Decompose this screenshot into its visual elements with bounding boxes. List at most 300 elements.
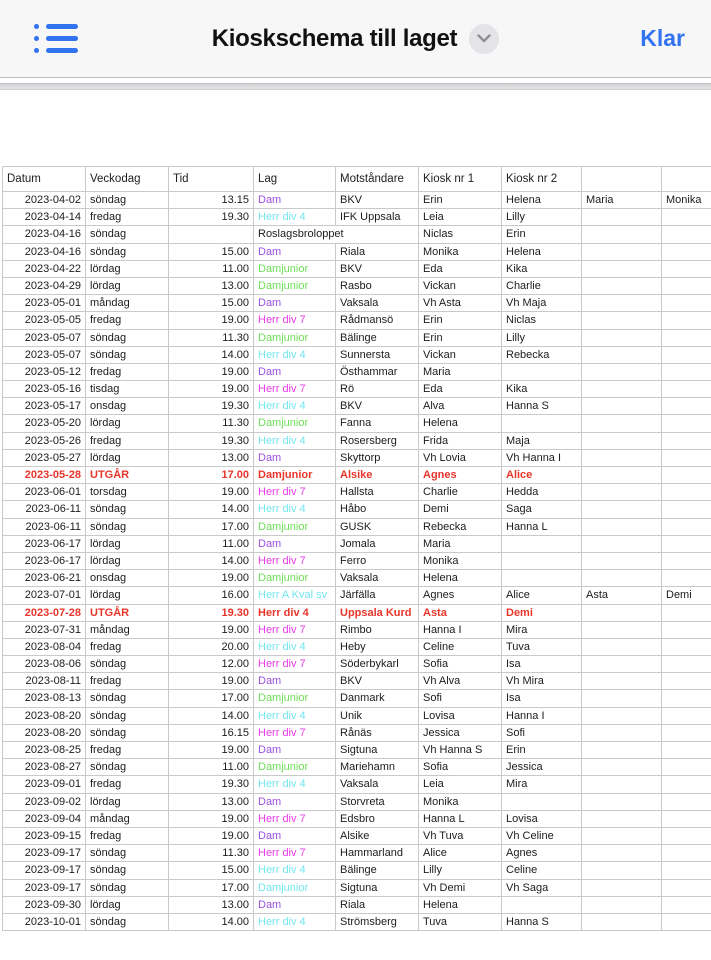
table-cell[interactable]: 14.00	[169, 347, 254, 364]
table-cell[interactable]	[582, 347, 662, 364]
table-cell[interactable]: Eda	[419, 381, 502, 398]
table-cell[interactable]: 2023-05-07	[3, 330, 86, 347]
table-cell[interactable]: Herr A Kval sv	[254, 587, 336, 604]
table-cell[interactable]: Vh Celine	[502, 828, 582, 845]
table-cell[interactable]	[662, 398, 711, 415]
table-cell[interactable]: UTGÅR	[86, 605, 169, 622]
table-cell[interactable]: 2023-08-25	[3, 742, 86, 759]
table-cell[interactable]	[662, 759, 711, 776]
table-cell[interactable]: 19.00	[169, 742, 254, 759]
table-cell[interactable]: 17.00	[169, 690, 254, 707]
table-cell[interactable]: 2023-09-30	[3, 897, 86, 914]
table-cell[interactable]: söndag	[86, 759, 169, 776]
table-cell[interactable]	[582, 484, 662, 501]
table-cell[interactable]	[502, 364, 582, 381]
column-header[interactable]: Kiosk nr 1	[419, 167, 502, 192]
table-cell[interactable]: Hammarland	[336, 845, 419, 862]
table-cell[interactable]: Riala	[336, 244, 419, 261]
table-cell[interactable]	[582, 845, 662, 862]
table-cell[interactable]: fredag	[86, 828, 169, 845]
table-cell[interactable]	[662, 536, 711, 553]
table-cell[interactable]: 2023-08-04	[3, 639, 86, 656]
table-cell[interactable]: Herr div 4	[254, 914, 336, 931]
table-cell[interactable]: Lovisa	[502, 811, 582, 828]
table-cell[interactable]: 2023-05-12	[3, 364, 86, 381]
table-cell[interactable]	[582, 467, 662, 484]
table-cell[interactable]: Charlie	[419, 484, 502, 501]
table-cell[interactable]	[662, 673, 711, 690]
table-cell[interactable]: Unik	[336, 708, 419, 725]
table-cell[interactable]: Herr div 4	[254, 776, 336, 793]
table-cell[interactable]: 2023-06-17	[3, 553, 86, 570]
table-cell[interactable]: Herr div 4	[254, 347, 336, 364]
table-cell[interactable]: 2023-04-02	[3, 192, 86, 209]
table-cell[interactable]	[582, 295, 662, 312]
table-cell[interactable]: söndag	[86, 708, 169, 725]
table-cell[interactable]: Roslagsbroloppet	[254, 226, 419, 243]
table-cell[interactable]: GUSK	[336, 519, 419, 536]
table-cell[interactable]: Herr div 7	[254, 484, 336, 501]
table-cell[interactable]: Monika	[419, 794, 502, 811]
table-cell[interactable]: 2023-07-31	[3, 622, 86, 639]
table-cell[interactable]: Järfälla	[336, 587, 419, 604]
table-cell[interactable]: Östhammar	[336, 364, 419, 381]
table-cell[interactable]	[662, 794, 711, 811]
table-cell[interactable]: Helena	[419, 897, 502, 914]
table-cell[interactable]	[582, 776, 662, 793]
table-cell[interactable]: 2023-06-11	[3, 501, 86, 518]
table-cell[interactable]: 2023-05-27	[3, 450, 86, 467]
table-cell[interactable]: 2023-04-14	[3, 209, 86, 226]
table-cell[interactable]: 19.00	[169, 364, 254, 381]
table-cell[interactable]	[582, 226, 662, 243]
table-cell[interactable]	[662, 708, 711, 725]
table-cell[interactable]: Kika	[502, 381, 582, 398]
table-cell[interactable]: Rebecka	[502, 347, 582, 364]
table-cell[interactable]: Heby	[336, 639, 419, 656]
table-cell[interactable]: 15.00	[169, 244, 254, 261]
table-cell[interactable]: Erin	[419, 330, 502, 347]
document-title[interactable]: Kioskschema till laget	[211, 24, 458, 52]
table-cell[interactable]: Damjunior	[254, 690, 336, 707]
table-cell[interactable]: Erin	[419, 192, 502, 209]
table-cell[interactable]	[582, 673, 662, 690]
table-cell[interactable]	[502, 553, 582, 570]
table-cell[interactable]: Leia	[419, 776, 502, 793]
table-cell[interactable]	[662, 347, 711, 364]
table-cell[interactable]	[582, 519, 662, 536]
table-cell[interactable]: 19.00	[169, 484, 254, 501]
table-cell[interactable]: söndag	[86, 501, 169, 518]
table-cell[interactable]: Hallsta	[336, 484, 419, 501]
table-cell[interactable]	[662, 467, 711, 484]
table-cell[interactable]: 13.15	[169, 192, 254, 209]
table-cell[interactable]: söndag	[86, 862, 169, 879]
table-cell[interactable]: 2023-09-02	[3, 794, 86, 811]
table-cell[interactable]: Lilly	[502, 330, 582, 347]
table-cell[interactable]: Sigtuna	[336, 880, 419, 897]
table-cell[interactable]: Ferro	[336, 553, 419, 570]
table-cell[interactable]: Tuva	[419, 914, 502, 931]
table-cell[interactable]	[662, 742, 711, 759]
table-cell[interactable]: Herr div 4	[254, 398, 336, 415]
table-cell[interactable]: Vh Saga	[502, 880, 582, 897]
table-cell[interactable]: Agnes	[502, 845, 582, 862]
table-cell[interactable]: 15.00	[169, 862, 254, 879]
table-cell[interactable]	[662, 725, 711, 742]
table-cell[interactable]: Herr div 4	[254, 209, 336, 226]
table-cell[interactable]	[502, 794, 582, 811]
table-cell[interactable]: Celine	[419, 639, 502, 656]
table-cell[interactable]: Charlie	[502, 278, 582, 295]
table-cell[interactable]: 2023-04-16	[3, 226, 86, 243]
table-cell[interactable]: 2023-08-27	[3, 759, 86, 776]
table-cell[interactable]: Fanna	[336, 415, 419, 432]
table-cell[interactable]: Helena	[502, 192, 582, 209]
table-cell[interactable]: Helena	[419, 570, 502, 587]
table-cell[interactable]: Asta	[419, 605, 502, 622]
table-cell[interactable]: Demi	[502, 605, 582, 622]
table-cell[interactable]	[582, 656, 662, 673]
table-cell[interactable]: Vh Mira	[502, 673, 582, 690]
table-cell[interactable]	[582, 880, 662, 897]
table-cell[interactable]: Damjunior	[254, 278, 336, 295]
table-cell[interactable]: 17.00	[169, 880, 254, 897]
table-cell[interactable]: Vh Asta	[419, 295, 502, 312]
table-cell[interactable]	[582, 433, 662, 450]
table-cell[interactable]: Herr div 4	[254, 708, 336, 725]
table-cell[interactable]: Damjunior	[254, 415, 336, 432]
table-cell[interactable]: Hanna S	[502, 914, 582, 931]
table-cell[interactable]	[662, 553, 711, 570]
table-cell[interactable]: BKV	[336, 398, 419, 415]
table-cell[interactable]: lördag	[86, 415, 169, 432]
table-cell[interactable]	[662, 570, 711, 587]
table-cell[interactable]: Vh Hanna I	[502, 450, 582, 467]
table-cell[interactable]: lördag	[86, 897, 169, 914]
table-cell[interactable]: 2023-09-17	[3, 845, 86, 862]
table-cell[interactable]: 2023-08-20	[3, 725, 86, 742]
table-cell[interactable]	[662, 312, 711, 329]
table-cell[interactable]: 2023-05-20	[3, 415, 86, 432]
table-cell[interactable]: Herr div 7	[254, 725, 336, 742]
table-cell[interactable]	[662, 433, 711, 450]
table-cell[interactable]: Herr div 7	[254, 656, 336, 673]
table-cell[interactable]: Bälinge	[336, 862, 419, 879]
table-cell[interactable]: 19.30	[169, 209, 254, 226]
table-cell[interactable]: Erin	[419, 312, 502, 329]
table-cell[interactable]: 2023-09-15	[3, 828, 86, 845]
table-cell[interactable]	[662, 209, 711, 226]
table-cell[interactable]	[582, 278, 662, 295]
table-cell[interactable]: Jomala	[336, 536, 419, 553]
table-cell[interactable]: Sofia	[419, 759, 502, 776]
table-cell[interactable]: 19.00	[169, 811, 254, 828]
column-header[interactable]: Datum	[3, 167, 86, 192]
table-cell[interactable]	[582, 742, 662, 759]
table-cell[interactable]: onsdag	[86, 570, 169, 587]
table-cell[interactable]: 11.30	[169, 415, 254, 432]
table-cell[interactable]: 2023-05-28	[3, 467, 86, 484]
table-cell[interactable]	[662, 862, 711, 879]
table-cell[interactable]: Jessica	[419, 725, 502, 742]
table-cell[interactable]: Celine	[502, 862, 582, 879]
table-cell[interactable]: Rosersberg	[336, 433, 419, 450]
title-dropdown-button[interactable]	[469, 24, 499, 54]
table-cell[interactable]	[662, 656, 711, 673]
table-cell[interactable]: 19.30	[169, 776, 254, 793]
table-cell[interactable]: Danmark	[336, 690, 419, 707]
table-cell[interactable]: Sunnersta	[336, 347, 419, 364]
table-cell[interactable]: 19.00	[169, 828, 254, 845]
table-cell[interactable]: söndag	[86, 192, 169, 209]
table-cell[interactable]: fredag	[86, 673, 169, 690]
table-cell[interactable]: 20.00	[169, 639, 254, 656]
table-cell[interactable]: 14.00	[169, 914, 254, 931]
table-cell[interactable]	[582, 914, 662, 931]
table-cell[interactable]	[662, 897, 711, 914]
table-cell[interactable]: 19.00	[169, 312, 254, 329]
table-cell[interactable]: Sofi	[502, 725, 582, 742]
table-cell[interactable]: 12.00	[169, 656, 254, 673]
table-cell[interactable]	[582, 415, 662, 432]
table-cell[interactable]: Mira	[502, 622, 582, 639]
table-cell[interactable]: Niclas	[419, 226, 502, 243]
table-cell[interactable]: Damjunior	[254, 880, 336, 897]
table-cell[interactable]: Dam	[254, 742, 336, 759]
table-cell[interactable]: lördag	[86, 587, 169, 604]
table-cell[interactable]	[582, 536, 662, 553]
table-cell[interactable]: Strömsberg	[336, 914, 419, 931]
bullet-list-icon[interactable]	[34, 19, 78, 59]
table-cell[interactable]: Maria	[582, 192, 662, 209]
table-cell[interactable]	[582, 622, 662, 639]
table-cell[interactable]: 2023-09-17	[3, 880, 86, 897]
table-cell[interactable]: Vh Lovia	[419, 450, 502, 467]
table-cell[interactable]: 2023-08-13	[3, 690, 86, 707]
table-cell[interactable]: 2023-07-28	[3, 605, 86, 622]
table-cell[interactable]: Demi	[419, 501, 502, 518]
table-cell[interactable]: 2023-05-17	[3, 398, 86, 415]
table-cell[interactable]: Rebecka	[419, 519, 502, 536]
table-cell[interactable]	[502, 536, 582, 553]
table-cell[interactable]: Damjunior	[254, 467, 336, 484]
table-cell[interactable]: 13.00	[169, 897, 254, 914]
table-cell[interactable]: 2023-07-01	[3, 587, 86, 604]
table-cell[interactable]: Maja	[502, 433, 582, 450]
table-cell[interactable]	[582, 828, 662, 845]
table-cell[interactable]: Herr div 4	[254, 862, 336, 879]
table-cell[interactable]: tisdag	[86, 381, 169, 398]
table-cell[interactable]	[662, 501, 711, 518]
table-cell[interactable]: Isa	[502, 656, 582, 673]
table-cell[interactable]: söndag	[86, 244, 169, 261]
table-cell[interactable]: Demi	[662, 587, 711, 604]
table-cell[interactable]	[582, 398, 662, 415]
table-cell[interactable]	[662, 295, 711, 312]
table-cell[interactable]	[582, 209, 662, 226]
table-cell[interactable]: Dam	[254, 828, 336, 845]
table-cell[interactable]: måndag	[86, 295, 169, 312]
table-cell[interactable]: 19.00	[169, 673, 254, 690]
table-cell[interactable]: Erin	[502, 226, 582, 243]
table-cell[interactable]	[582, 450, 662, 467]
table-cell[interactable]	[662, 845, 711, 862]
table-cell[interactable]: söndag	[86, 880, 169, 897]
table-cell[interactable]: fredag	[86, 639, 169, 656]
table-cell[interactable]: fredag	[86, 742, 169, 759]
table-cell[interactable]: lördag	[86, 261, 169, 278]
table-cell[interactable]: lördag	[86, 553, 169, 570]
table-cell[interactable]: Vaksala	[336, 776, 419, 793]
table-cell[interactable]: 13.00	[169, 278, 254, 295]
table-cell[interactable]	[502, 897, 582, 914]
table-cell[interactable]: fredag	[86, 433, 169, 450]
table-cell[interactable]: 19.00	[169, 622, 254, 639]
table-cell[interactable]	[582, 501, 662, 518]
table-cell[interactable]: Rasbo	[336, 278, 419, 295]
table-cell[interactable]: Vh Alva	[419, 673, 502, 690]
table-cell[interactable]: Agnes	[419, 467, 502, 484]
table-cell[interactable]: Alice	[502, 587, 582, 604]
table-cell[interactable]: 2023-06-17	[3, 536, 86, 553]
table-cell[interactable]: 2023-04-29	[3, 278, 86, 295]
table-cell[interactable]: 2023-05-01	[3, 295, 86, 312]
done-button[interactable]: Klar	[640, 25, 685, 51]
table-cell[interactable]: 19.30	[169, 398, 254, 415]
table-cell[interactable]	[582, 794, 662, 811]
table-cell[interactable]: Rånäs	[336, 725, 419, 742]
table-cell[interactable]: Dam	[254, 794, 336, 811]
column-header[interactable]: Motståndare	[336, 167, 419, 192]
table-cell[interactable]: lördag	[86, 794, 169, 811]
table-cell[interactable]: Vickan	[419, 347, 502, 364]
table-cell[interactable]	[582, 381, 662, 398]
table-cell[interactable]: Mariehamn	[336, 759, 419, 776]
table-cell[interactable]	[582, 244, 662, 261]
table-cell[interactable]: Herr div 4	[254, 501, 336, 518]
column-header[interactable]: Veckodag	[86, 167, 169, 192]
table-cell[interactable]: Herr div 7	[254, 312, 336, 329]
table-cell[interactable]: Dam	[254, 450, 336, 467]
table-cell[interactable]	[662, 484, 711, 501]
table-cell[interactable]: 15.00	[169, 295, 254, 312]
table-cell[interactable]	[662, 450, 711, 467]
table-cell[interactable]: Herr div 4	[254, 639, 336, 656]
table-cell[interactable]: 2023-05-26	[3, 433, 86, 450]
table-cell[interactable]	[662, 278, 711, 295]
table-cell[interactable]: Monika	[419, 244, 502, 261]
table-cell[interactable]: 17.00	[169, 519, 254, 536]
table-cell[interactable]	[662, 776, 711, 793]
table-cell[interactable]: söndag	[86, 330, 169, 347]
table-cell[interactable]	[662, 415, 711, 432]
table-cell[interactable]: Rö	[336, 381, 419, 398]
table-cell[interactable]: 2023-09-04	[3, 811, 86, 828]
table-cell[interactable]: 17.00	[169, 467, 254, 484]
table-cell[interactable]: Frida	[419, 433, 502, 450]
table-cell[interactable]	[582, 708, 662, 725]
table-cell[interactable]: 2023-05-16	[3, 381, 86, 398]
table-cell[interactable]: Leia	[419, 209, 502, 226]
table-cell[interactable]	[582, 639, 662, 656]
table-cell[interactable]: 2023-04-16	[3, 244, 86, 261]
table-cell[interactable]: 11.00	[169, 759, 254, 776]
table-cell[interactable]: Dam	[254, 897, 336, 914]
table-cell[interactable]: 19.00	[169, 570, 254, 587]
table-cell[interactable]: Vaksala	[336, 295, 419, 312]
table-cell[interactable]: Dam	[254, 364, 336, 381]
table-cell[interactable]: Vh Hanna S	[419, 742, 502, 759]
table-cell[interactable]: 2023-08-20	[3, 708, 86, 725]
table-cell[interactable]: lördag	[86, 536, 169, 553]
table-cell[interactable]: Agnes	[419, 587, 502, 604]
table-cell[interactable]: Herr div 7	[254, 622, 336, 639]
table-cell[interactable]: Helena	[502, 244, 582, 261]
table-cell[interactable]	[662, 261, 711, 278]
table-cell[interactable]: söndag	[86, 226, 169, 243]
table-cell[interactable]: lördag	[86, 278, 169, 295]
table-cell[interactable]: söndag	[86, 845, 169, 862]
table-cell[interactable]: söndag	[86, 519, 169, 536]
table-cell[interactable]	[662, 828, 711, 845]
table-cell[interactable]: Herr div 7	[254, 811, 336, 828]
table-cell[interactable]: 14.00	[169, 501, 254, 518]
table-cell[interactable]	[582, 897, 662, 914]
table-cell[interactable]: Maria	[419, 364, 502, 381]
table-cell[interactable]: Hanna I	[502, 708, 582, 725]
table-cell[interactable]: 13.00	[169, 794, 254, 811]
table-cell[interactable]: 14.00	[169, 708, 254, 725]
table-cell[interactable]: 2023-05-07	[3, 347, 86, 364]
table-cell[interactable]: Alva	[419, 398, 502, 415]
column-header[interactable]: Lag	[254, 167, 336, 192]
table-cell[interactable]: fredag	[86, 209, 169, 226]
table-cell[interactable]: söndag	[86, 725, 169, 742]
table-cell[interactable]: Vh Tuva	[419, 828, 502, 845]
table-cell[interactable]	[662, 622, 711, 639]
table-cell[interactable]: måndag	[86, 622, 169, 639]
table-cell[interactable]: Saga	[502, 501, 582, 518]
table-cell[interactable]: Dam	[254, 673, 336, 690]
table-cell[interactable]: Herr div 7	[254, 845, 336, 862]
table-cell[interactable]: Vh Maja	[502, 295, 582, 312]
table-cell[interactable]: Dam	[254, 536, 336, 553]
table-cell[interactable]	[582, 312, 662, 329]
table-cell[interactable]: måndag	[86, 811, 169, 828]
table-cell[interactable]: Rimbo	[336, 622, 419, 639]
table-cell[interactable]: söndag	[86, 914, 169, 931]
table-cell[interactable]: lördag	[86, 450, 169, 467]
table-cell[interactable]: Monika	[662, 192, 711, 209]
table-cell[interactable]	[582, 553, 662, 570]
table-cell[interactable]: Vh Demi	[419, 880, 502, 897]
column-header[interactable]	[662, 167, 711, 192]
table-cell[interactable]: fredag	[86, 776, 169, 793]
table-cell[interactable]: Erin	[502, 742, 582, 759]
table-cell[interactable]	[582, 811, 662, 828]
table-cell[interactable]: 2023-09-01	[3, 776, 86, 793]
table-cell[interactable]: 2023-08-11	[3, 673, 86, 690]
table-cell[interactable]: Lovisa	[419, 708, 502, 725]
table-cell[interactable]: fredag	[86, 312, 169, 329]
table-cell[interactable]: Sofi	[419, 690, 502, 707]
table-cell[interactable]: 11.30	[169, 330, 254, 347]
table-cell[interactable]: BKV	[336, 192, 419, 209]
table-cell[interactable]: Dam	[254, 295, 336, 312]
table-cell[interactable]: BKV	[336, 673, 419, 690]
table-cell[interactable]	[662, 381, 711, 398]
